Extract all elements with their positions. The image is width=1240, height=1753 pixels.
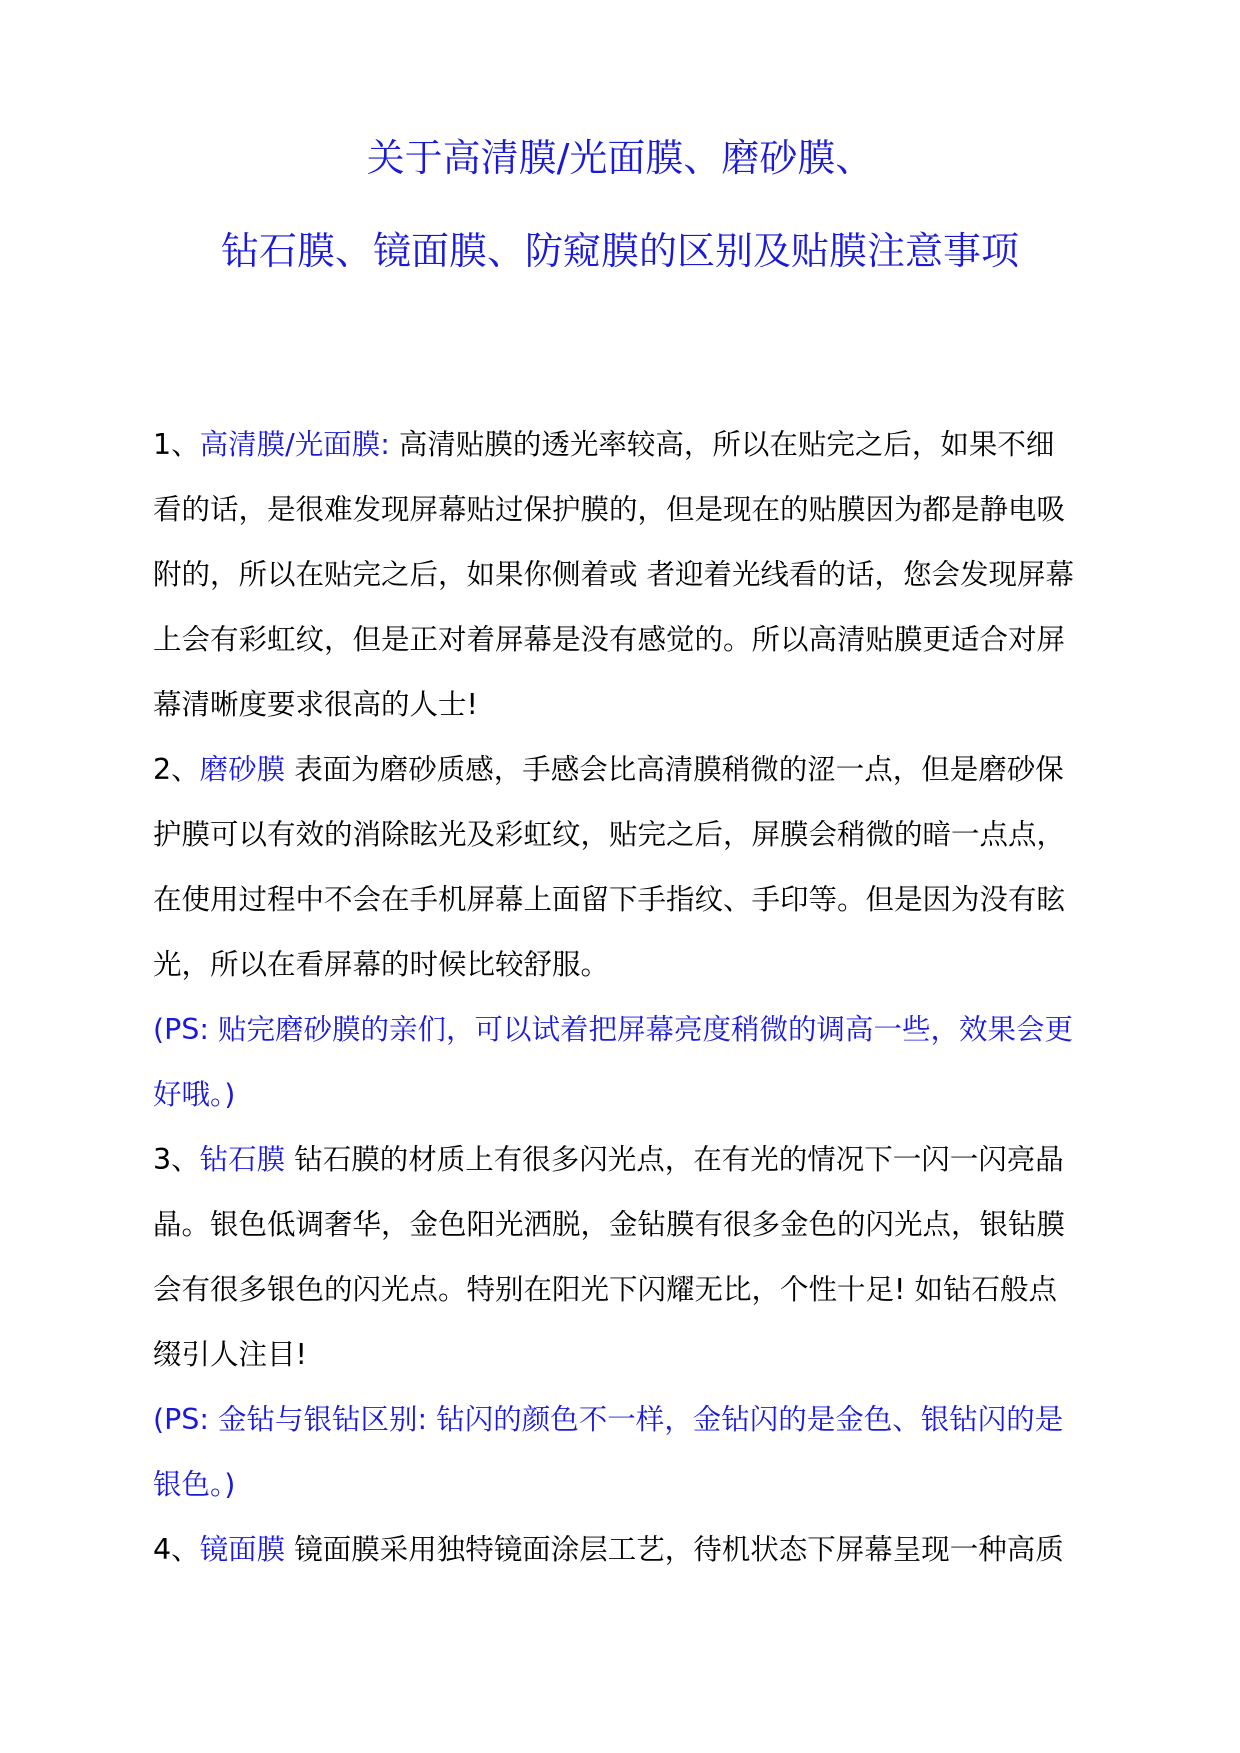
paragraph-line: 光，所以在看屏幕的时候比较舒服。 (153, 948, 610, 981)
note-line: (PS: 金钻与银钻区别: 钻闪的颜色不一样，金钻闪的是金色、银钻闪的是 (153, 1403, 1064, 1436)
paragraph-line: 幕清晰度要求很高的人士! (153, 688, 478, 721)
paragraph-line: 上会有彩虹纹，但是正对着屏幕是没有感觉的。所以高清贴膜更适合对屏 (153, 623, 1066, 656)
note-line: (PS: 贴完磨砂膜的亲们，可以试着把屏幕亮度稍微的调高一些，效果会更 (153, 1013, 1074, 1046)
document-body (153, 412, 1098, 1582)
paragraph-line: 在使用过程中不会在手机屏幕上面留下手指纹、手印等。但是因为没有眩 (153, 883, 1066, 916)
paragraph-line: 看的话，是很难发现屏幕贴过保护膜的，但是现在的贴膜因为都是静电吸 (153, 493, 1066, 526)
section-number: 4、 (153, 1533, 200, 1566)
paragraph-line: 会有很多银色的闪光点。特别在阳光下闪耀无比，个性十足! 如钻石般点 (153, 1273, 1057, 1306)
paragraph-text: 镜面膜采用独特镜面涂层工艺，待机状态下屏幕呈现一种高质 (285, 1533, 1064, 1566)
section-term: 磨砂膜 (199, 753, 286, 786)
paragraph-text: 钻石膜的材质上有很多闪光点，在有光的情况下一闪一闪亮晶 (285, 1143, 1064, 1176)
paragraph-line (153, 1127, 1098, 1192)
note-line: 好哦。) (153, 1078, 236, 1111)
section-term: 钻石膜 (199, 1143, 286, 1176)
paragraph-text: 表面为磨砂质感，手感会比高清膜稍微的涩一点，但是磨砂保 (285, 753, 1064, 786)
paragraph-line: 缀引人注目! (153, 1338, 307, 1371)
section-term: 高清膜/光面膜: (199, 428, 390, 461)
section-number: 3、 (153, 1143, 200, 1176)
paragraph-line: 护膜可以有效的消除眩光及彩虹纹，贴完之后，屏膜会稍微的暗一点点， (153, 818, 1066, 851)
document-title-line-1: 关于高清膜/光面膜、磨砂膜、 (366, 136, 874, 180)
section-term: 镜面膜 (199, 1533, 286, 1566)
paragraph-line (153, 412, 1098, 477)
paragraph-line (153, 737, 1098, 802)
paragraph-line: 晶。银色低调奢华，金色阳光洒脱，金钻膜有很多金色的闪光点，银钻膜 (153, 1208, 1066, 1241)
note-line: 银色。) (153, 1468, 236, 1501)
paragraph-line (153, 1517, 1098, 1582)
section-number: 2、 (153, 753, 200, 786)
section-number: 1、 (153, 428, 200, 461)
paragraph-line: 附的，所以在贴完之后，如果你侧着或 者迎着光线看的话，您会发现屏幕 (153, 558, 1075, 591)
paragraph-text: 高清贴膜的透光率较高，所以在贴完之后，如果不细 (389, 428, 1055, 461)
document-title-line-2: 钻石膜、镜面膜、防窥膜的区别及贴膜注意事项 (220, 229, 1019, 273)
